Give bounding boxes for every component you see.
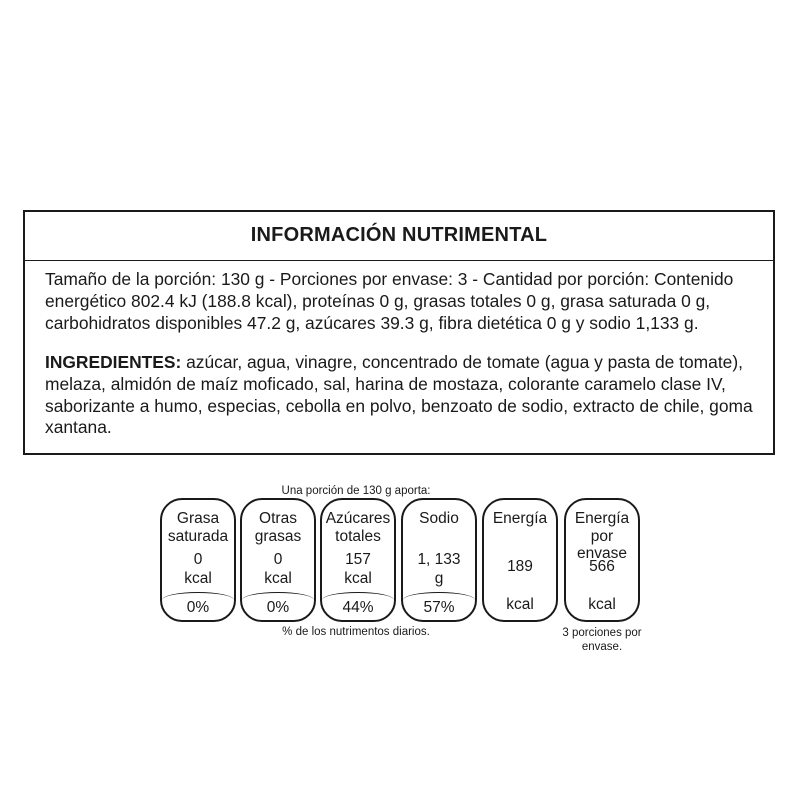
seal-value: 0 bbox=[273, 551, 283, 568]
fop-caption-portion: 3 porciones por envase. bbox=[562, 627, 642, 653]
seal-value: 0 bbox=[193, 551, 203, 568]
fop-caption-bottom: % de los nutrimentos diarios. bbox=[282, 626, 430, 638]
seal-saturated-fat bbox=[160, 498, 236, 622]
seal-percent: 0% bbox=[266, 599, 290, 616]
nutrition-title: INFORMACIÓN NUTRIMENTAL bbox=[250, 224, 548, 246]
seal-label: Sodio bbox=[419, 510, 459, 527]
nutrition-facts-text: Tamaño de la porción: 130 g - Porciones por envase: 3 - Cantidad por porción: Contenido energético 802.4 kJ (188.8 kcal), proteínas 0 g, grasas totales 0 g, grasa saturada 0 g, carbohidratos disponibles 47.2 g, azúcares 39.3 g, fibra dietética 0 g y sodio 1,133 g. bbox=[45, 269, 734, 333]
nutrition-info-box bbox=[23, 210, 775, 455]
seal-value-group bbox=[322, 550, 394, 588]
seal-value-group bbox=[242, 550, 314, 588]
seal-sodium bbox=[401, 498, 477, 622]
ingredients-label: INGREDIENTES: bbox=[45, 352, 182, 372]
seal-label: Otras grasas bbox=[254, 510, 302, 545]
seal-value: 157 bbox=[345, 551, 371, 568]
seal-value: 189 bbox=[507, 558, 533, 575]
seal-percent: 57% bbox=[423, 599, 455, 616]
ingredients-paragraph bbox=[45, 352, 759, 439]
seal-value-group bbox=[162, 550, 234, 588]
seal-other-fats bbox=[240, 498, 316, 622]
seal-unit: kcal bbox=[184, 570, 212, 587]
title-divider bbox=[25, 260, 773, 261]
seal-unit: kcal bbox=[264, 570, 292, 587]
seal-unit: kcal bbox=[344, 570, 372, 587]
seal-value: 1, 133 bbox=[417, 551, 461, 568]
seal-percent: 0% bbox=[186, 599, 210, 616]
seal-energy bbox=[482, 498, 558, 622]
seal-unit: kcal bbox=[588, 596, 616, 613]
seal-label: Azúcares totales bbox=[325, 510, 391, 545]
seal-label: Grasa saturada bbox=[167, 510, 229, 545]
ingredients-list: azúcar, agua, vinagre, concentrado de tomate (agua y pasta de tomate), melaza, almidón de maíz moficado, sal, harina de mostaza, colorante caramelo clase IV, saborizante a humo, especias, cebolla en polvo, benzoato de sodio, extracto de chile, goma xantana. bbox=[45, 352, 753, 438]
fop-caption-top: Una porción de 130 g aporta: bbox=[281, 485, 431, 497]
seal-value: 566 bbox=[589, 558, 615, 575]
seal-energy-per-pack bbox=[564, 498, 640, 622]
seal-label: Energía por envase bbox=[574, 510, 630, 562]
seal-value-group bbox=[403, 550, 475, 588]
seal-total-sugars bbox=[320, 498, 396, 622]
seal-unit: kcal bbox=[506, 596, 534, 613]
seal-label: Energía bbox=[492, 510, 548, 527]
seal-unit: g bbox=[434, 570, 444, 587]
seal-percent: 44% bbox=[342, 599, 374, 616]
